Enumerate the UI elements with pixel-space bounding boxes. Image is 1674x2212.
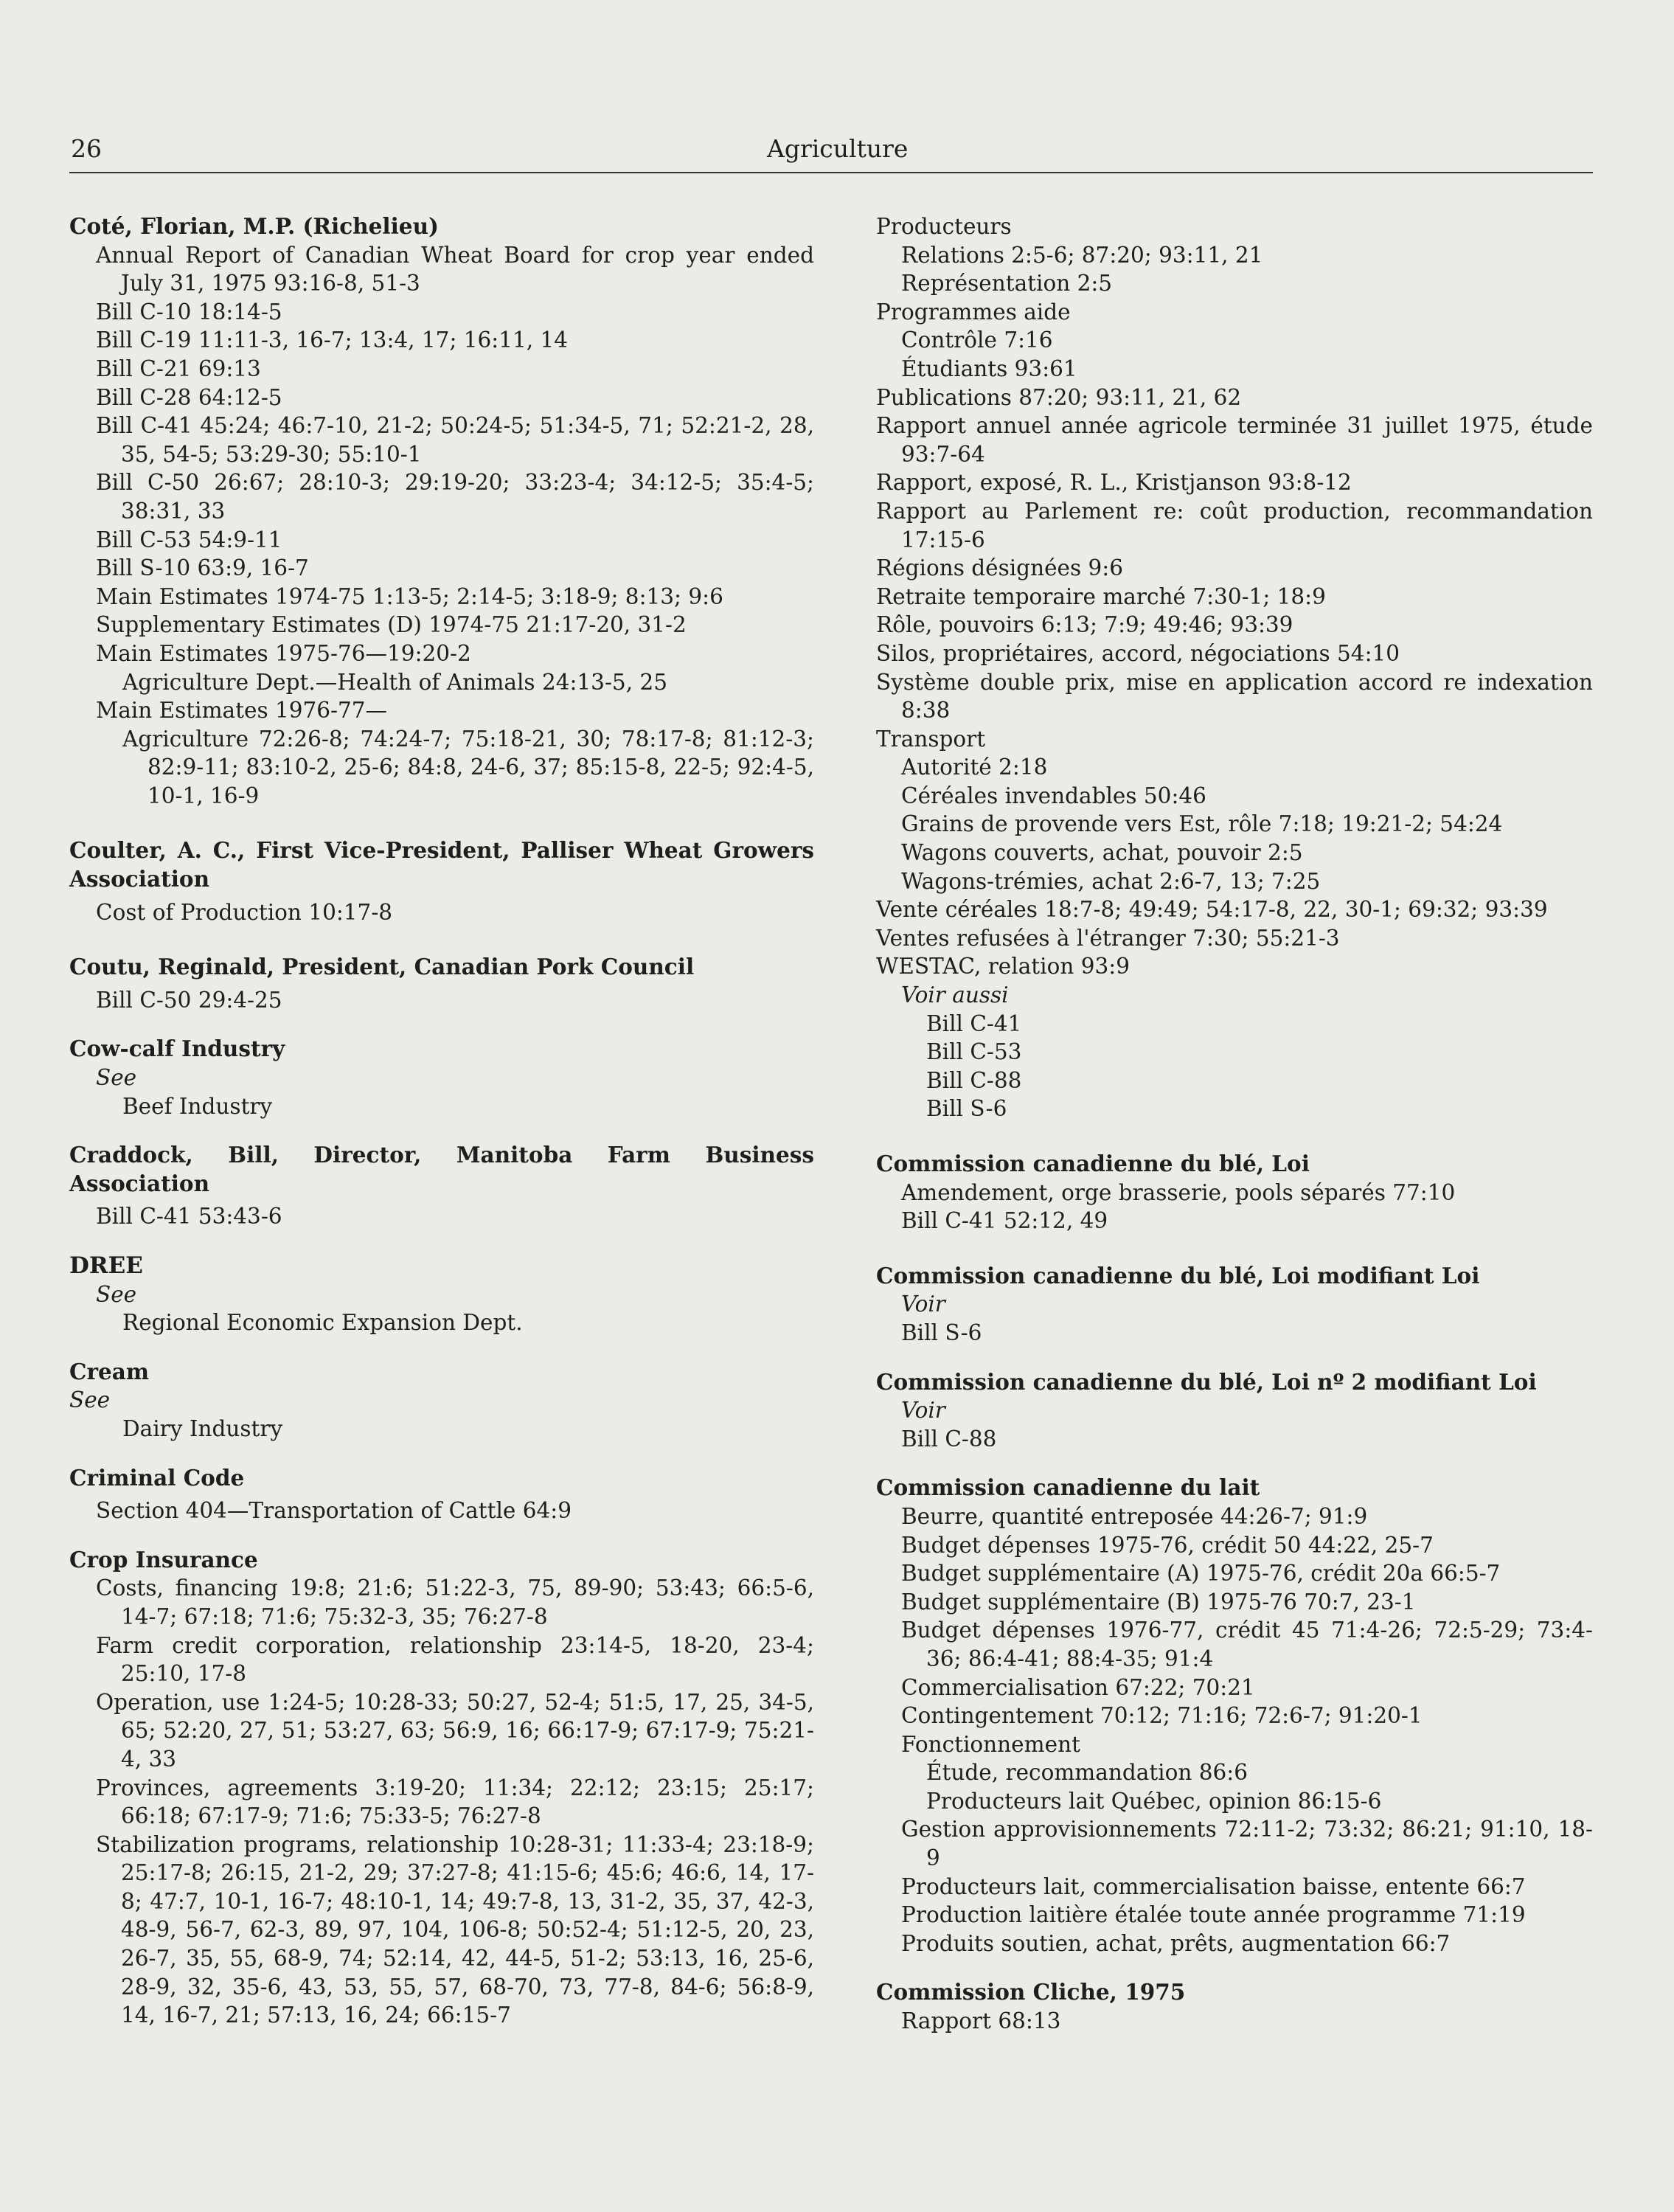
index-subline: Agriculture Dept.—Health of Animals 24:13-5, 25: [122, 669, 667, 695]
index-line: Section 404—Transportation of Cattle 64:9: [96, 1498, 572, 1524]
index-line: Bill C-41 45:24; 46:7-10, 21-2; 50:24-5; 51:34-5, 71; 52:21-2, 28, 35, 54-5; 53:29-30; 55:10-1: [96, 413, 814, 467]
index-line: Système double prix, mise en application accord re indexation 8:38: [876, 669, 1593, 724]
index-line: Fonctionnement: [901, 1731, 1080, 1757]
index-line: Commercialisation 67:22; 70:21: [901, 1674, 1255, 1700]
index-line: Rapport au Parlement re: coût production, recommandation 17:15-6: [876, 498, 1593, 552]
index-subline: Relations 2:5-6; 87:20; 93:11, 21: [901, 242, 1263, 268]
entry-heading: Commission Cliche, 1975: [876, 1979, 1186, 2005]
entry-heading: Coutu, Reginald, President, Canadian Pork Council: [69, 954, 695, 980]
cross-reference: Dairy Industry: [122, 1415, 283, 1441]
index-line: Farm credit corporation, relationship 23:14-5, 18-20, 23-4; 25:10, 17-8: [96, 1632, 814, 1687]
index-subline: Autorité 2:18: [901, 755, 1048, 780]
index-line: Supplementary Estimates (D) 1974-75 21:17-20, 31-2: [96, 612, 687, 638]
cross-reference: Beef Industry: [122, 1093, 273, 1119]
page-number: 26: [71, 134, 102, 163]
index-line: Cost of Production 10:17-8: [96, 899, 393, 925]
index-line: Rapport 68:13: [901, 2008, 1061, 2034]
index-line: Gestion approvisionnements 72:11-2; 73:32; 86:21; 91:10, 18-9: [901, 1817, 1593, 1871]
see-also-label: Voir aussi: [901, 982, 1009, 1008]
entry-heading: DREE: [69, 1252, 143, 1279]
entry-heading: Commission canadienne du blé, Loi: [876, 1151, 1310, 1176]
index-line: Bill C-21 69:13: [96, 356, 261, 381]
index-subline: Étude, recommandation 86:6: [926, 1760, 1248, 1786]
index-subline: Wagons couverts, achat, pouvoir 2:5: [901, 840, 1303, 866]
index-line: Retraite temporaire marché 7:30-1; 18:9: [876, 583, 1326, 609]
entry-heading: Commission canadienne du blé, Loi modifiant Loi: [876, 1262, 1480, 1289]
index-line: Bill C-53 54:9-11: [96, 527, 282, 552]
index-line: Bill C-41 53:43-6: [96, 1204, 282, 1230]
index-subline: Céréales invendables 50:46: [901, 783, 1206, 808]
index-line: Bill C-28 64:12-5: [96, 384, 282, 410]
index-line: Budget dépenses 1975-76, crédit 50 44:22, 25-7: [901, 1532, 1434, 1558]
index-line: Publications 87:20; 93:11, 21, 62: [876, 384, 1242, 410]
index-line: Main Estimates 1975-76—19:20-2: [96, 640, 471, 666]
index-line: Amendement, orge brasserie, pools séparés 77:10: [901, 1179, 1456, 1205]
page-title: Agriculture: [767, 134, 909, 163]
right-column: [876, 212, 1593, 2036]
index-line: Producteurs lait, commercialisation baisse, entente 66:7: [901, 1873, 1526, 1899]
index-line: Beurre, quantité entreposée 44:26-7; 91:9: [901, 1503, 1368, 1529]
index-line: Rapport annuel année agricole terminée 31 juillet 1975, étude 93:7-64: [876, 413, 1593, 467]
index-line: Annual Report of Canadian Wheat Board for crop year ended July 31, 1975 93:16-8, 51-3: [96, 242, 814, 297]
index-line: Rapport, exposé, R. L., Kristjanson 93:8-12: [876, 470, 1352, 496]
index-line: Provinces, agreements 3:19-20; 11:34; 22:12; 23:15; 25:17; 66:18; 67:17-9; 71:6; 75:33-5; 76:27-8: [96, 1775, 814, 1829]
index-line: Budget supplémentaire (B) 1975-76 70:7, 23-1: [901, 1589, 1416, 1615]
index-line: Bill S-10 63:9, 16-7: [96, 555, 309, 581]
entry-heading: Coté, Florian, M.P. (Richelieu): [69, 213, 439, 239]
index-line: Produits soutien, achat, prêts, augmentation 66:7: [901, 1930, 1451, 1956]
index-line: Budget supplémentaire (A) 1975-76, crédit 20a 66:5-7: [901, 1561, 1501, 1587]
entry-heading: Cow-calf Industry: [69, 1036, 285, 1062]
left-column: [69, 212, 814, 2030]
index-line: Operation, use 1:24-5; 10:28-33; 50:27, 52-4; 51:5, 17, 25, 34-5, 65; 52:20, 27, 51; 53:27, 63; 56:9, 16; 66:17-9; 67:17-9; 75:21-4, 33: [96, 1689, 814, 1772]
index-line: Bill C-10 18:14-5: [96, 299, 282, 325]
see-label: See: [69, 1387, 111, 1413]
index-line: Vente céréales 18:7-8; 49:49; 54:17-8, 22, 30-1; 69:32; 93:39: [876, 897, 1548, 923]
index-subline: Grains de provende vers Est, rôle 7:18; 19:21-2; 54:24: [901, 811, 1503, 837]
index-subline: Contrôle 7:16: [901, 327, 1053, 353]
index-line: Transport: [876, 726, 986, 752]
index-line: Silos, propriétaires, accord, négociations 54:10: [876, 640, 1400, 666]
see-label: Voir: [901, 1398, 945, 1424]
index-line: Production laitière étalée toute année programme 71:19: [901, 1902, 1526, 1928]
index-line: Bill C-41 52:12, 49: [901, 1208, 1108, 1234]
cross-reference: Bill C-41: [926, 1010, 1022, 1036]
index-line: Programmes aide: [876, 299, 1071, 325]
index-subline: Étudiants 93:61: [901, 356, 1077, 381]
cross-reference: Bill C-53: [926, 1039, 1022, 1065]
cross-reference: Bill C-88: [926, 1067, 1022, 1093]
index-subline: Agriculture 72:26-8; 74:24-7; 75:18-21, 30; 78:17-8; 81:12-3; 82:9-11; 83:10-2, 25-6; 84:8, 24-6, 37; 85:15-8, 22-5; 92:4-5, 10-1, 16-9: [122, 726, 814, 808]
index-line: Producteurs: [876, 214, 1012, 239]
cross-reference: Bill C-88: [901, 1426, 997, 1452]
index-line: Régions désignées 9:6: [876, 555, 1123, 581]
index-line: Budget dépenses 1976-77, crédit 45 71:4-26; 72:5-29; 73:4-36; 86:4-41; 88:4-35; 91:4: [901, 1618, 1593, 1671]
index-subline: Producteurs lait Québec, opinion 86:15-6: [926, 1788, 1382, 1814]
entry-heading: Criminal Code: [69, 1464, 245, 1491]
header-rule: [69, 172, 1593, 173]
index-subline: Wagons-trémies, achat 2:6-7, 13; 7:25: [901, 868, 1321, 894]
index-line: Main Estimates 1976-77—: [96, 698, 388, 724]
index-line: Bill C-50 29:4-25: [96, 987, 282, 1013]
index-line: Bill C-19 11:11-3, 16-7; 13:4, 17; 16:11, 14: [96, 327, 569, 353]
entry-heading: Coulter, A. C., First Vice-President, Palliser Wheat Growers Association: [69, 837, 814, 892]
index-line: Stabilization programs, relationship 10:28-31; 11:33-4; 23:18-9; 25:17-8; 26:15, 21-2, 29; 37:27-8; 41:15-6; 45:6; 46:6, 14, 17-8; 47:7, 10-1, 16-7; 48:10-1, 14; 49:7-8, 13, 31-2, 35, 37, 42-3, 48-9, 56-7, 62-3, 89, 97, 104, 106-8; 50:52-4; 51:12-5, 20, 23, 26-7, 35, 55, 68-9, 74; 52:14, 42, 44-5, 51-2; 53:13, 16, 25-6, 28-9, 32, 35-6, 43, 53, 55, 57, 68-70, 73, 77-8, 84-6; 56:8-9, 14, 16-7, 21; 57:13, 16, 24; 66:15-7: [96, 1831, 814, 2028]
index-line: Ventes refusées à l'étranger 7:30; 55:21-3: [876, 925, 1340, 951]
index-line: Rôle, pouvoirs 6:13; 7:9; 49:46; 93:39: [876, 612, 1293, 638]
cross-reference: Bill S-6: [901, 1320, 982, 1345]
entry-heading: Crop Insurance: [69, 1546, 258, 1573]
entry-heading: Cream: [69, 1358, 150, 1384]
index-line: Main Estimates 1974-75 1:13-5; 2:14-5; 3:18-9; 8:13; 9:6: [96, 583, 723, 609]
cross-reference: Bill S-6: [926, 1096, 1007, 1122]
index-line: Bill C-50 26:67; 28:10-3; 29:19-20; 33:23-4; 34:12-5; 35:4-5; 38:31, 33: [96, 470, 814, 524]
entry-heading: Commission canadienne du blé, Loi nº 2 modifiant Loi: [876, 1368, 1537, 1395]
cross-reference: Regional Economic Expansion Dept.: [122, 1310, 523, 1336]
see-label: See: [96, 1281, 137, 1307]
entry-heading: Commission canadienne du lait: [876, 1474, 1260, 1501]
index-line: Contingentement 70:12; 71:16; 72:6-7; 91:20-1: [901, 1703, 1423, 1729]
entry-heading: Craddock, Bill, Director, Manitoba Farm Business Association: [69, 1142, 814, 1196]
see-label: Voir: [901, 1292, 945, 1317]
index-line: WESTAC, relation 93:9: [876, 954, 1130, 980]
see-label: See: [96, 1065, 137, 1091]
index-line: Costs, financing 19:8; 21:6; 51:22-3, 75, 89-90; 53:43; 66:5-6, 14-7; 67:18; 71:6; 75:32-3, 35; 76:27-8: [96, 1575, 814, 1629]
index-subline: Représentation 2:5: [901, 271, 1113, 297]
